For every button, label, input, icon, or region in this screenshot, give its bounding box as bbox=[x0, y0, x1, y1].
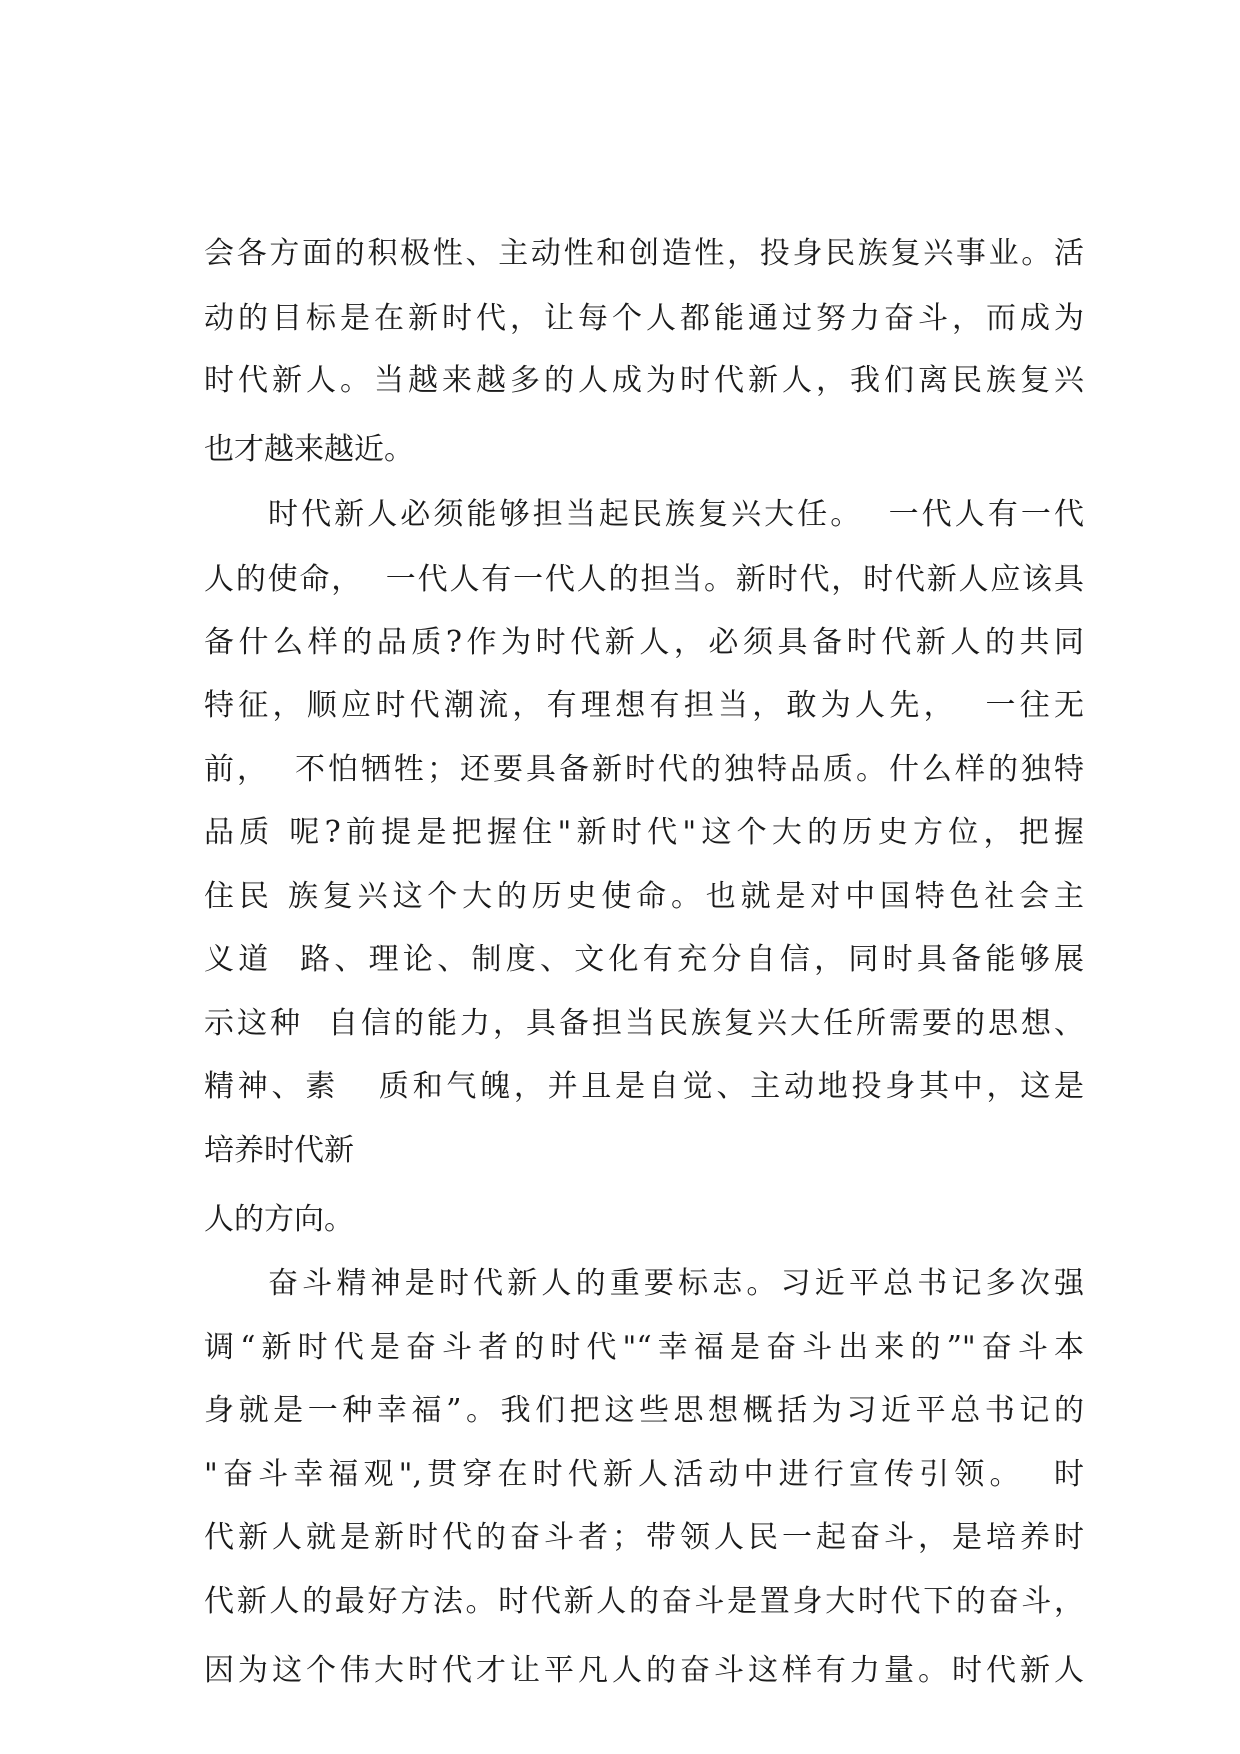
text-line-8: 特征，顺应时代潮流，有理想有担当，敢为人先， 一往无 bbox=[204, 688, 1084, 723]
text-line-16: 人的方向。 bbox=[204, 1202, 354, 1237]
text-line-19: 身就是一种幸福”。我们把这些思想概括为习近平总书记的 bbox=[204, 1393, 1084, 1428]
text-line-20: "奋斗幸福观",贯穿在时代新人活动中进行宣传引领。 时 bbox=[204, 1457, 1084, 1492]
text-line-1: 会各方面的积极性、主动性和创造性，投身民族复兴事业。活 bbox=[204, 236, 1084, 271]
text-line-9: 前， 不怕牺牲；还要具备新时代的独特品质。什么样的独特 bbox=[204, 752, 1084, 787]
text-line-14: 精神、素 质和气魄，并且是自觉、主动地投身其中，这是 bbox=[204, 1069, 1084, 1104]
text-line-3: 时代新人。当越来越多的人成为时代新人，我们离民族复兴 bbox=[204, 363, 1084, 398]
text-line-13: 示这种 自信的能力，具备担当民族复兴大任所需要的思想、 bbox=[204, 1006, 1084, 1041]
text-line-10: 品质 呢?前提是把握住"新时代"这个大的历史方位，把握 bbox=[204, 815, 1084, 850]
text-line-23: 因为这个伟大时代才让平凡人的奋斗这样有力量。时代新人 bbox=[204, 1653, 1084, 1688]
text-line-11: 住民 族复兴这个大的历史使命。也就是对中国特色社会主 bbox=[204, 879, 1084, 914]
text-line-21: 代新人就是新时代的奋斗者；带领人民一起奋斗，是培养时 bbox=[204, 1520, 1084, 1555]
text-line-6: 人的使命， 一代人有一代人的担当。新时代，时代新人应该具 bbox=[204, 562, 1084, 597]
text-line-5: 时代新人必须能够担当起民族复兴大任。 一代人有一代 bbox=[268, 497, 1084, 532]
text-line-12: 义道 路、理论、制度、文化有充分自信，同时具备能够展 bbox=[204, 942, 1084, 977]
text-line-18: 调“新时代是奋斗者的时代"“幸福是奋斗出来的”"奋斗本 bbox=[204, 1330, 1084, 1365]
text-line-7: 备什么样的品质?作为时代新人，必须具备时代新人的共同 bbox=[204, 625, 1084, 660]
text-line-4: 也才越来越近。 bbox=[204, 432, 414, 467]
text-line-22: 代新人的最好方法。时代新人的奋斗是置身大时代下的奋斗， bbox=[204, 1584, 1084, 1619]
text-line-2: 动的目标是在新时代，让每个人都能通过努力奋斗，而成为 bbox=[204, 301, 1084, 336]
text-line-17: 奋斗精神是时代新人的重要标志。习近平总书记多次强 bbox=[268, 1266, 1084, 1301]
text-line-15: 培养时代新 bbox=[204, 1133, 354, 1168]
